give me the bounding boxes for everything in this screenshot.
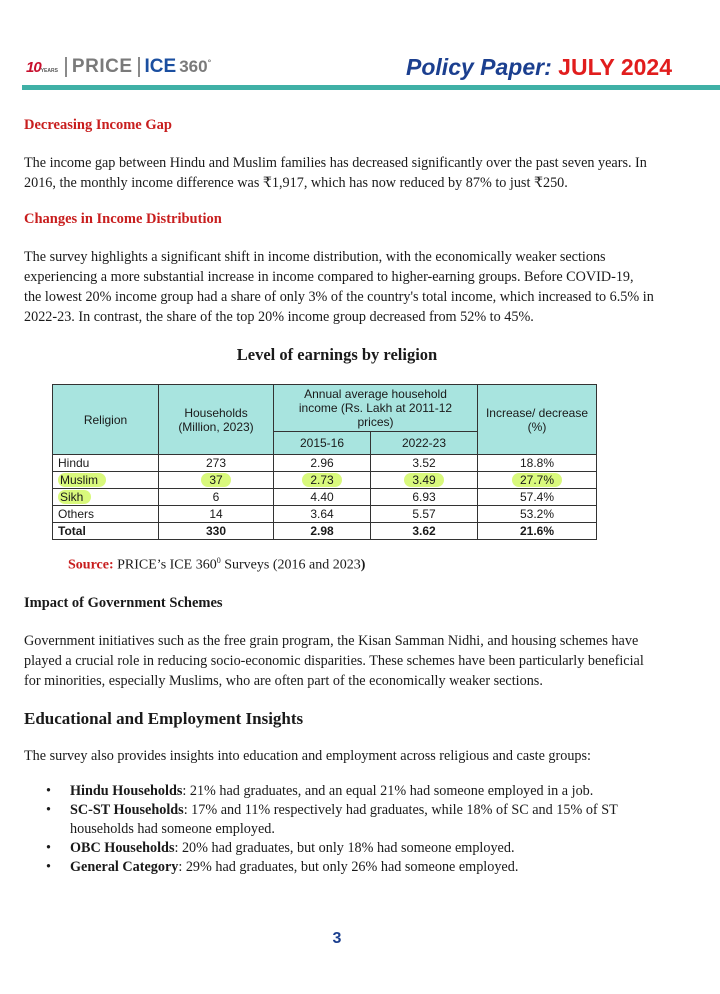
- bullet-icon: •: [46, 859, 51, 875]
- bullet-icon: •: [46, 783, 51, 799]
- source-label: Source:: [68, 557, 114, 573]
- cell-households: 6: [159, 489, 274, 506]
- ten-years-badge: 10YEARS: [26, 58, 58, 76]
- price-ice360-logo: [26, 54, 211, 80]
- table-source: Source: PRICE’s ICE $360^0$ Surveys (2016 and 2023): [68, 556, 366, 573]
- table-row: [53, 472, 597, 489]
- list-item: • General Category: 29% had graduates, but only 26% had someone employed.: [46, 859, 519, 875]
- schemes-paragraph: Government initiatives such as the free grain program, the Kisan Samman Nidhi, and housing schemes have played a crucial role in reducing socio-economic disparities. These schemes have been particularly beneficial for minorities, especially Muslims, who are often part of the economically weaker sections.: [24, 633, 644, 689]
- distribution-paragraph: The survey highlights a significant shift in income distribution, with the economically weaker sections experiencing a more substantial increase in income compared to higher-earning groups. Before COVID-19, the lowest 20% income group had a share of only 3% of the country's total income, which increased to 6.5% in 2022-23. In contrast, the share of the top 20% income group decreased from 52% to 45%.: [24, 249, 654, 325]
- income-gap-heading: Decreasing Income Gap: [24, 117, 172, 133]
- cell-households: 330: [159, 523, 274, 540]
- page-header: [0, 0, 720, 92]
- education-heading: Educational and Employment Insights: [24, 709, 304, 728]
- cell-change: 21.6%: [478, 523, 597, 540]
- cell-religion: Others: [53, 506, 159, 523]
- income-gap-paragraph: The income gap between Hindu and Muslim families has decreased significantly over the past seven years. In 2016, the monthly income difference was ₹1,917, which has now reduced by 87% to just ₹250.: [24, 155, 647, 191]
- col-households: Households (Million, 2023): [159, 385, 274, 455]
- cell-2022-23: 5.57: [371, 506, 478, 523]
- cell-2022-23: 3.52: [371, 455, 478, 472]
- logo-price-text: PRICE: [71, 56, 133, 77]
- col-2015-16: 2015-16: [274, 432, 371, 455]
- bullet-icon: •: [46, 840, 51, 856]
- header-divider: [22, 85, 720, 90]
- cell-2022-23: 3.49: [404, 473, 443, 487]
- distribution-heading: Changes in Income Distribution: [24, 211, 222, 227]
- cell-households: 273: [159, 455, 274, 472]
- table-title: Level of earnings by religion: [236, 345, 438, 364]
- insights-list: [44, 782, 644, 877]
- logo-divider: [138, 57, 140, 77]
- cell-change: 27.7%: [512, 473, 562, 487]
- title-date: JULY 2024: [558, 54, 672, 80]
- col-income: Annual average household income (Rs. Lakh at 2011-12 prices): [274, 385, 478, 432]
- bullet-icon: •: [46, 802, 51, 818]
- cell-2015-16: 2.98: [274, 523, 371, 540]
- logo-ice-text: ICE: [144, 56, 177, 77]
- cell-religion: Muslim: [58, 473, 106, 487]
- col-religion: Religion: [53, 385, 159, 455]
- cell-2015-16: 3.64: [274, 506, 371, 523]
- table-row: [53, 455, 597, 472]
- cell-change: 57.4%: [478, 489, 597, 506]
- cell-2015-16: 2.73: [302, 473, 341, 487]
- cell-religion: Hindu: [53, 455, 159, 472]
- cell-change: 18.8%: [478, 455, 597, 472]
- list-item: • Hindu Households: 21% had graduates, and an equal 21% had someone employed in a job.: [46, 783, 594, 799]
- earnings-table: [52, 384, 597, 540]
- col-change: Increase/ decrease (%): [478, 385, 597, 455]
- table-row: [53, 506, 597, 523]
- schemes-heading: Impact of Government Schemes: [24, 595, 223, 611]
- cell-religion: Sikh: [58, 490, 91, 504]
- page-number: 3: [332, 930, 342, 947]
- cell-change: 53.2%: [478, 506, 597, 523]
- logo-360-text: 360°: [179, 57, 212, 76]
- table-row: [53, 489, 597, 506]
- logo-divider: [65, 57, 67, 77]
- education-intro: The survey also provides insights into education and employment across religious and caste groups:: [24, 748, 591, 764]
- cell-religion: Total: [53, 523, 159, 540]
- policy-paper-title: Policy Paper: JULY 2024: [406, 54, 672, 80]
- cell-2022-23: 6.93: [371, 489, 478, 506]
- list-item: • SC-ST Households: 17% and 11% respectively had graduates, while 18% of SC and 15% of ST households had someone employed.: [46, 802, 618, 837]
- table-row-total: [53, 523, 597, 540]
- cell-2022-23: 3.62: [371, 523, 478, 540]
- cell-households: 14: [159, 506, 274, 523]
- cell-households: 37: [201, 473, 230, 487]
- list-item: • OBC Households: 20% had graduates, but only 18% had someone employed.: [46, 840, 515, 856]
- cell-2015-16: 2.96: [274, 455, 371, 472]
- cell-2015-16: 4.40: [274, 489, 371, 506]
- col-2022-23: 2022-23: [371, 432, 478, 455]
